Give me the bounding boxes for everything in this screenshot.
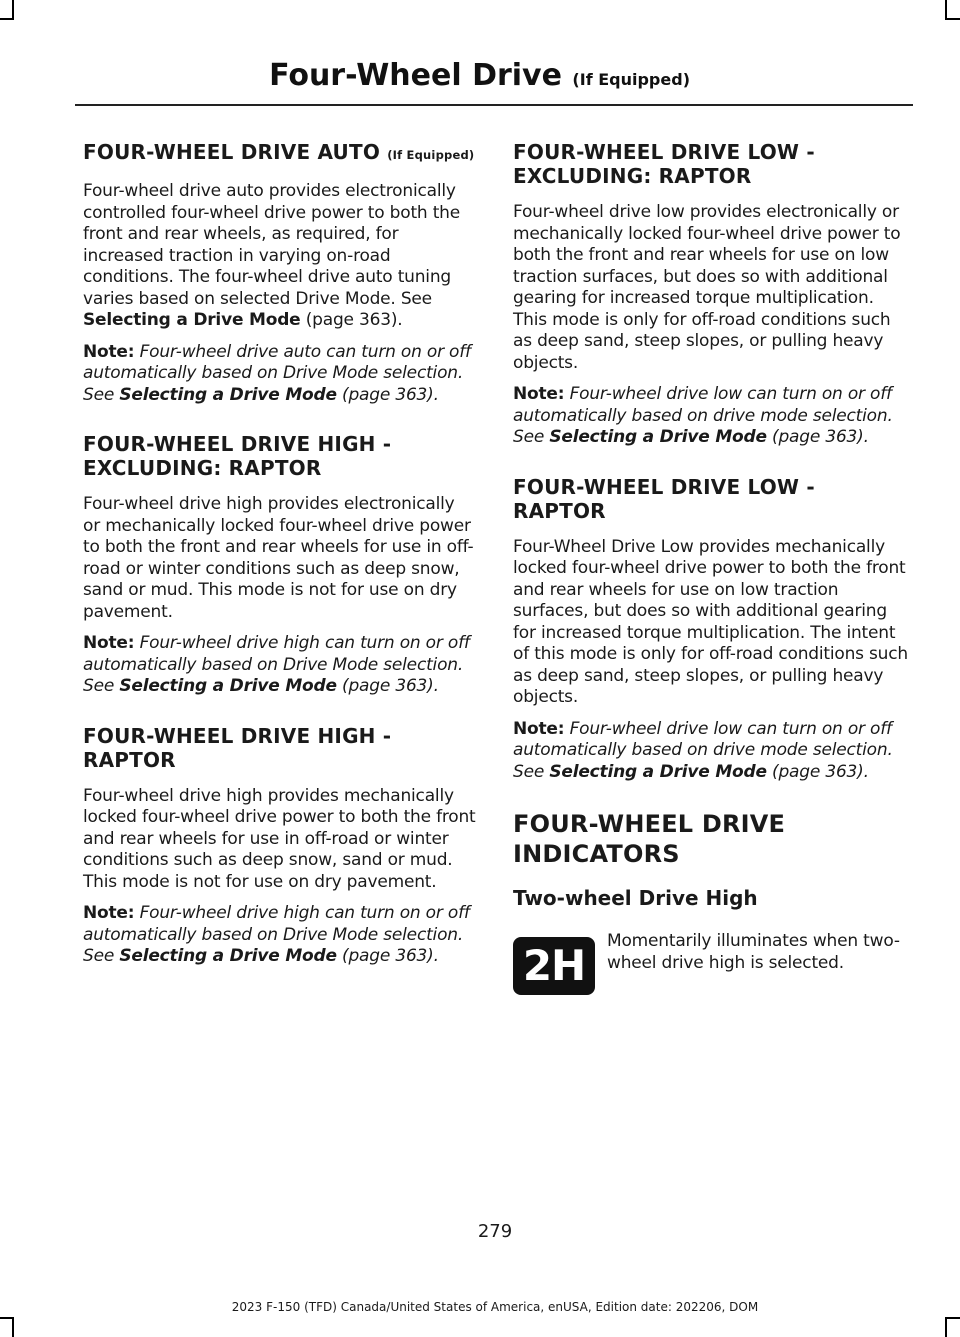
high-excl-note: Note: Four-wheel drive high can turn on or off automatically based on Drive Mode selection. See Selecting a Drive Mode (page 363). (83, 633, 470, 696)
cross-reference-link[interactable]: Selecting a Drive Mode (119, 676, 337, 696)
header-subtitle: (If Equipped) (572, 70, 690, 89)
crop-mark (0, 1317, 14, 1319)
low-excl-body: Four-wheel drive low provides electronically or mechanically locked four-wheel drive power to both the front and rear wheels for use on low traction surfaces, but does so with additional gearing for increased torque multiplication. This mode is only for off-road conditions such as deep sand, steep slopes, or pulling heavy objects. (513, 202, 901, 373)
header-divider (75, 104, 913, 106)
section-heading-low-excluding-raptor: FOUR-WHEEL DRIVE LOW - EXCLUDING: RAPTOR (513, 140, 815, 188)
section-heading-high-raptor: FOUR-WHEEL DRIVE HIGH - RAPTOR (83, 723, 392, 772)
section-heading-high-excluding-raptor: FOUR-WHEEL DRIVE HIGH - EXCLUDING: RAPTOR (83, 432, 392, 480)
crop-mark (945, 1317, 947, 1337)
cross-reference-link[interactable]: Selecting a Drive Mode (549, 427, 767, 447)
auto-note: Note: Four-wheel drive auto can turn on or off automatically based on Drive Mode selection. See Selecting a Drive Mode (page 363). (83, 341, 471, 405)
crop-mark (0, 18, 14, 20)
crop-mark (945, 18, 960, 20)
section-heading-indicators: FOUR-WHEEL DRIVE INDICATORS (513, 810, 786, 868)
cross-reference-link[interactable]: Selecting a Drive Mode (549, 761, 767, 782)
two-wheel-high-indicator-icon: 2H (513, 937, 595, 995)
page-header (269, 58, 690, 93)
cross-reference-link[interactable]: Selecting a Drive Mode (119, 384, 337, 405)
section-heading-low-raptor: FOUR-WHEEL DRIVE LOW - RAPTOR (513, 474, 815, 523)
high-raptor-note: Note: Four-wheel drive high can turn on or off automatically based on Drive Mode selection. See Selecting a Drive Mode (page 363). (83, 903, 470, 966)
cross-reference-link[interactable]: Selecting a Drive Mode (83, 310, 301, 330)
left-column (83, 140, 476, 994)
crop-mark (945, 0, 947, 20)
indicator-row (513, 931, 910, 995)
subheading-two-wheel-drive-high: Two-wheel Drive High (513, 886, 758, 910)
cross-reference-link[interactable]: Selecting a Drive Mode (119, 946, 337, 966)
section-heading-auto: FOUR-WHEEL DRIVE AUTO (If Equipped) (83, 140, 475, 164)
right-column (513, 140, 910, 995)
low-raptor-body: Four-Wheel Drive Low provides mechanically locked four-wheel drive power to both the front and rear wheels for use on low traction surfaces, but does so with additional gearing for increased torque multiplication. The intent of this mode is only for off-road conditions such as deep sand, steep slopes, or pulling heavy objects. (513, 536, 908, 707)
high-raptor-body: Four-wheel drive high provides mechanically locked four-wheel drive power to both the front and rear wheels for use in off-road or winter conditions such as deep snow, sand or mud. This mode is not for use on dry pavement. (83, 785, 476, 892)
auto-body: Four-wheel drive auto provides electronically controlled four-wheel drive power to both the front and rear wheels, as required, for increased traction in varying on-road conditions. The four-wheel drive auto tuning varies based on selected Drive Mode. See Selecting a Drive Mode (page 363). (83, 181, 461, 330)
high-excl-body: Four-wheel drive high provides electronically or mechanically locked four-wheel drive power to both the front and rear wheels for use in off-road or winter conditions such as deep snow, sand or mud. This mode is not for use on dry pavement. (83, 494, 474, 622)
crop-mark (945, 1317, 960, 1319)
indicator-description: Momentarily illuminates when two-wheel drive high is selected. (607, 931, 900, 973)
low-raptor-note: Note: Four-wheel drive low can turn on or off automatically based on drive mode selection. See Selecting a Drive Mode (page 363). (513, 718, 893, 782)
header-title: Four-Wheel Drive (269, 58, 562, 93)
crop-mark (12, 1317, 14, 1337)
crop-mark (12, 0, 14, 20)
low-excl-note: Note: Four-wheel drive low can turn on or off automatically based on drive mode selection. See Selecting a Drive Mode (page 363). (513, 384, 893, 447)
page-footer: 2023 F-150 (TFD) Canada/United States of America, enUSA, Edition date: 202206, DOM (231, 1300, 759, 1314)
page-number: 279 (477, 1221, 513, 1242)
